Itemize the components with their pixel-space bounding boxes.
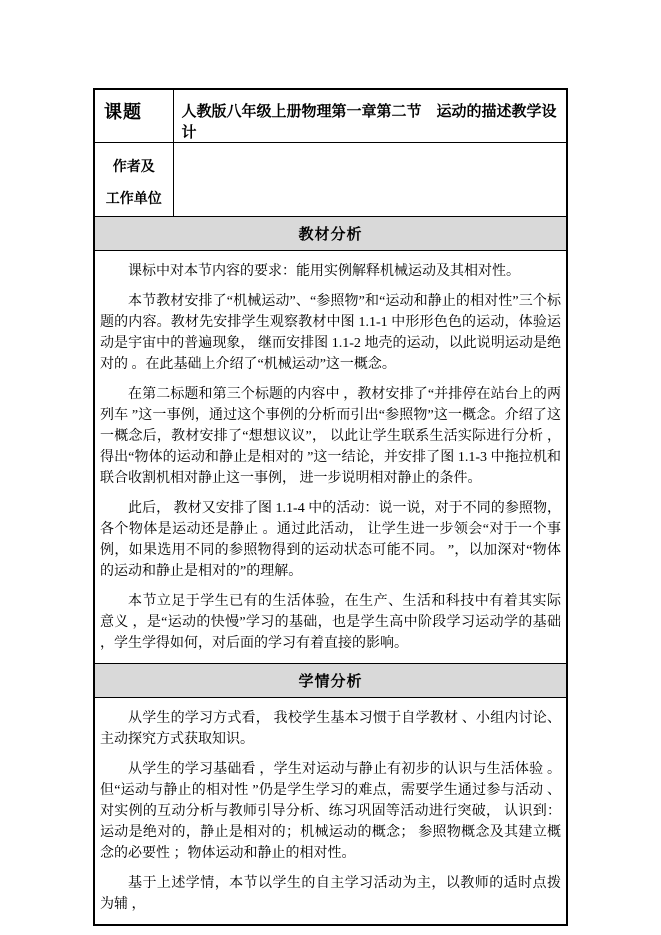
section2-header: 学情分析 bbox=[94, 664, 567, 698]
section1-header: 教材分析 bbox=[94, 217, 567, 251]
paragraph: 从学生的学习方式看， 我校学生基本习惯于自学教材 、小组内讨论、主动探究方式获取知识。 bbox=[100, 711, 561, 747]
author-label-line1: 作者及 bbox=[112, 160, 155, 175]
author-value bbox=[173, 143, 567, 217]
paragraph: 基于上述学情，本节以学生的自主学习活动为主，以教师的适时点拨为辅 ， bbox=[100, 876, 561, 912]
paragraph: 本节立足于学生已有的生活体验，在生产、生活和科技中有着其实际意义 ，是“运动的快慢”学习的基础，也是学生高中阶段学习运动学的基础 ，学生学得如何，对后面的学习有着直接的影响。 bbox=[100, 594, 561, 651]
paragraph: 在第二标题和第三个标题的内容中 ，教材安排了“并排停在站台上的两列车 ”这一事例，通过这个事例的分析而引出“参照物”这一概念。介绍了这一概念后，教材安排了“想想议议”， 以此让学生联系生活实际进行分析 ， 得出“物体的运动和静止是相对的 ”这一结论，并安排了图 1.1-3 中拖拉机和联合收割机相对静止这一事例， 进一步说明相对静止的条件。 bbox=[100, 387, 561, 486]
author-label-line2: 工作单位 bbox=[105, 192, 162, 207]
table-row-section1-content bbox=[94, 251, 567, 664]
table-row-author bbox=[94, 143, 567, 217]
paragraph: 此后， 教材又安排了图 1.1-4 中的活动：说一说，对于不同的参照物， 各个物体是运动还是静止 。通过此活动， 让学生进一步领会“对于一个事例，如果选用不同的参照物得到的运动状态可能不同。 ”，以加深对“物体的运动和静止是相对的”的理解。 bbox=[100, 501, 561, 579]
paragraph: 课标中对本节内容的要求：能用实例解释机械运动及其相对性。 bbox=[128, 264, 520, 279]
table-row-section2-header bbox=[94, 664, 567, 698]
table-row-topic bbox=[94, 89, 567, 143]
lesson-design-table bbox=[93, 88, 568, 926]
section2-content bbox=[94, 698, 567, 926]
table-row-section2-content bbox=[94, 698, 567, 926]
paragraph: 从学生的学习基础看 ，学生对运动与静止有初步的认识与生活体验 。但“运动与静止的相对性 ”仍是学生学习的难点，需要学生通过参与活动 、对实例的互动分析与教师引导分析、练习巩固等活动进行突破， 认识到：运动是绝对的，静止是相对的；机械运动的概念； 参照物概念及其建立概念的必要性 ；物体运动和静止的相对性。 bbox=[100, 762, 561, 861]
table-row-section1-header bbox=[94, 217, 567, 251]
topic-label: 课题 bbox=[94, 89, 173, 143]
section1-content bbox=[94, 251, 567, 664]
topic-title: 人教版八年级上册物理第一章第二节 运动的描述教学设计 bbox=[173, 89, 567, 143]
paragraph: 本节教材安排了“机械运动”、“参照物”和“运动和静止的相对性”三个标题的内容。教材先安排学生观察教材中图 1.1-1 中形形色色的运动，体验运动是宇宙中的普遍现象， 继而安排图 1.1-2 地壳的运动，以此说明运动是绝对的 。在此基础上介绍了“机械运动”这一概念。 bbox=[100, 294, 561, 372]
author-label bbox=[94, 143, 173, 217]
